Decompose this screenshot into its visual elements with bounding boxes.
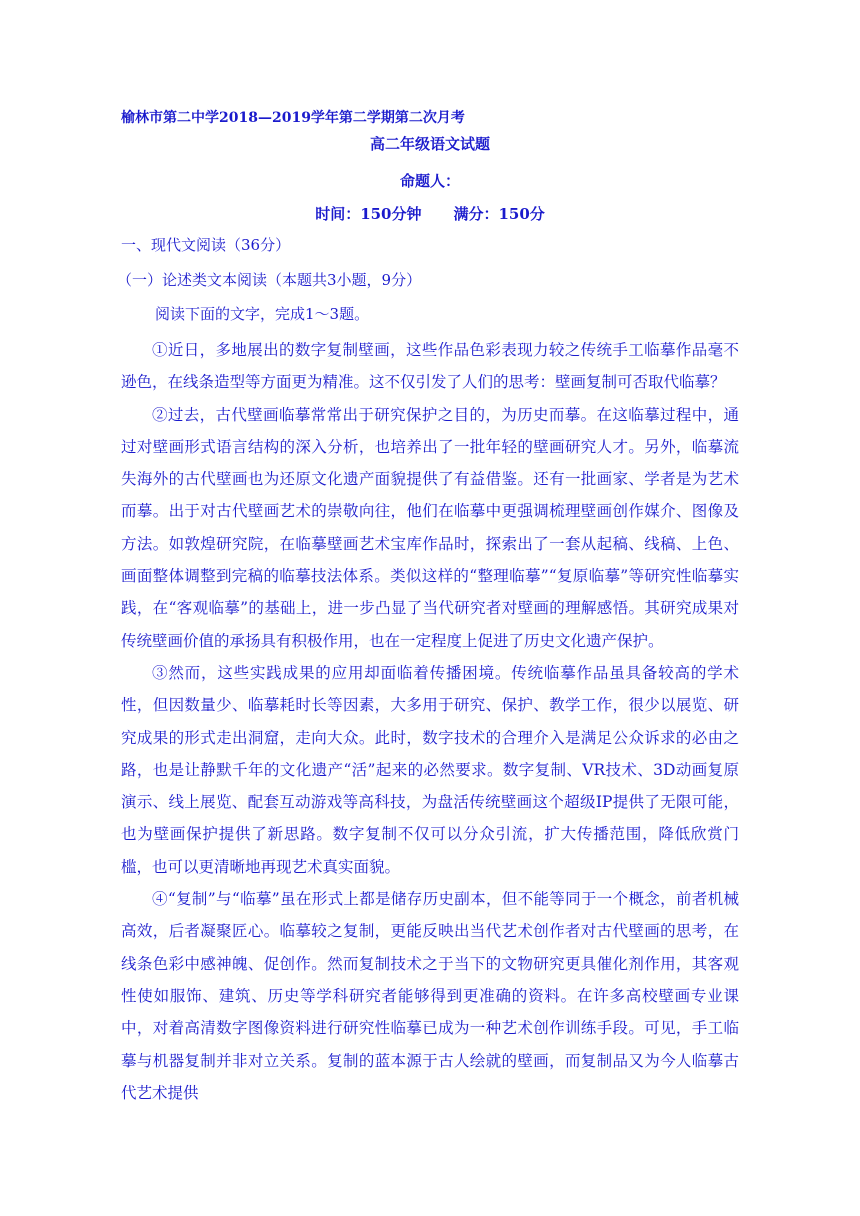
author-line: 命题人：	[399, 172, 460, 190]
section-heading: 一、现代文阅读（36分）	[121, 236, 291, 254]
time-score-line	[0, 203, 860, 224]
paragraph-3: ③然而，这些实践成果的应用却面临着传播困境。传统临摹作品虽具备较高的学术性，但因数量少、临摹耗时长等因素，大多用于研究、保护、教学工作，很少以展览、研究成果的形式走出洞窟，走向大众。此时，数字技术的合理介入是满足公众诉求的必由之路，也是让静默千年的文化遗产“活”起来的必然要求。数字复制、VR技术、3D动画复原演示、线上展览、配套互动游戏等高科技，为盘活传统壁画这个超级IP提供了无限可能，也为壁画保护提供了新思路。数字复制不仅可以分众引流，扩大传播范围，降低欣赏门槛，也可以更清晰地再现艺术真实面貌。	[121, 663, 739, 876]
exam-title: 高二年级语文试题	[369, 135, 490, 153]
reading-instruction: 阅读下面的文字，完成1～3题。	[155, 305, 370, 323]
exam-time: 时间：150分钟	[315, 205, 422, 223]
paragraph-2: ②过去，古代壁画临摹常常出于研究保护之目的，为历史而摹。在这临摹过程中，通过对壁画形式语言结构的深入分析，也培养出了一批年轻的壁画研究人才。另外，临摹流失海外的古代壁画也为还原文化遗产面貌提供了有益借鉴。还有一批画家、学者是为艺术而摹。出于对古代壁画艺术的崇敬向往，他们在临摹中更强调梳理壁画创作媒介、图像及方法。如敦煌研究院，在临摹壁画艺术宝库作品时，探索出了一套从起稿、线稿、上色、画面整体调整到完稿的临摹技法体系。类似这样的“整理临摹”“复原临摹”等研究性临摹实践，在“客观临摹”的基础上，进一步凸显了当代研究者对壁画的理解感悟。其研究成果对传统壁画价值的承扬具有积极作用，也在一定程度上促进了历史文化遗产保护。	[121, 405, 739, 650]
school-exam-header: 榆林市第二中学2018—2019学年第二学期第二次月考	[121, 110, 465, 126]
paragraph-4: ④“复制”与“临摹”虽在形式上都是储存历史副本，但不能等同于一个概念，前者机械高效，后者凝聚匠心。临摹较之复制，更能反映出当代艺术创作者对古代壁画的思考，在线条色彩中感神魄、促创作。然而复制技术之于当下的文物研究更具催化剂作用，其客观性使如服饰、建筑、历史等学科研究者能够得到更准确的资料。在许多高校壁画专业课中，对着高清数字图像资料进行研究性临摹已成为一种艺术创作训练手段。可见，手工临摹与机器复制并非对立关系。复制的蓝本源于古人绘就的壁画，而复制品又为今人临摹古代艺术提供	[121, 890, 739, 1102]
full-score: 满分：150分	[453, 205, 545, 223]
paragraph-1: ①近日，多地展出的数字复制壁画，这些作品色彩表现力较之传统手工临摹作品毫不逊色，在线条造型等方面更为精准。这不仅引发了人们的思考：壁画复制可否取代临摹？	[121, 341, 739, 392]
reading-passage	[121, 334, 739, 1109]
sub-section-heading: （一）论述类文本阅读（本题共3小题，9分）	[117, 271, 422, 289]
